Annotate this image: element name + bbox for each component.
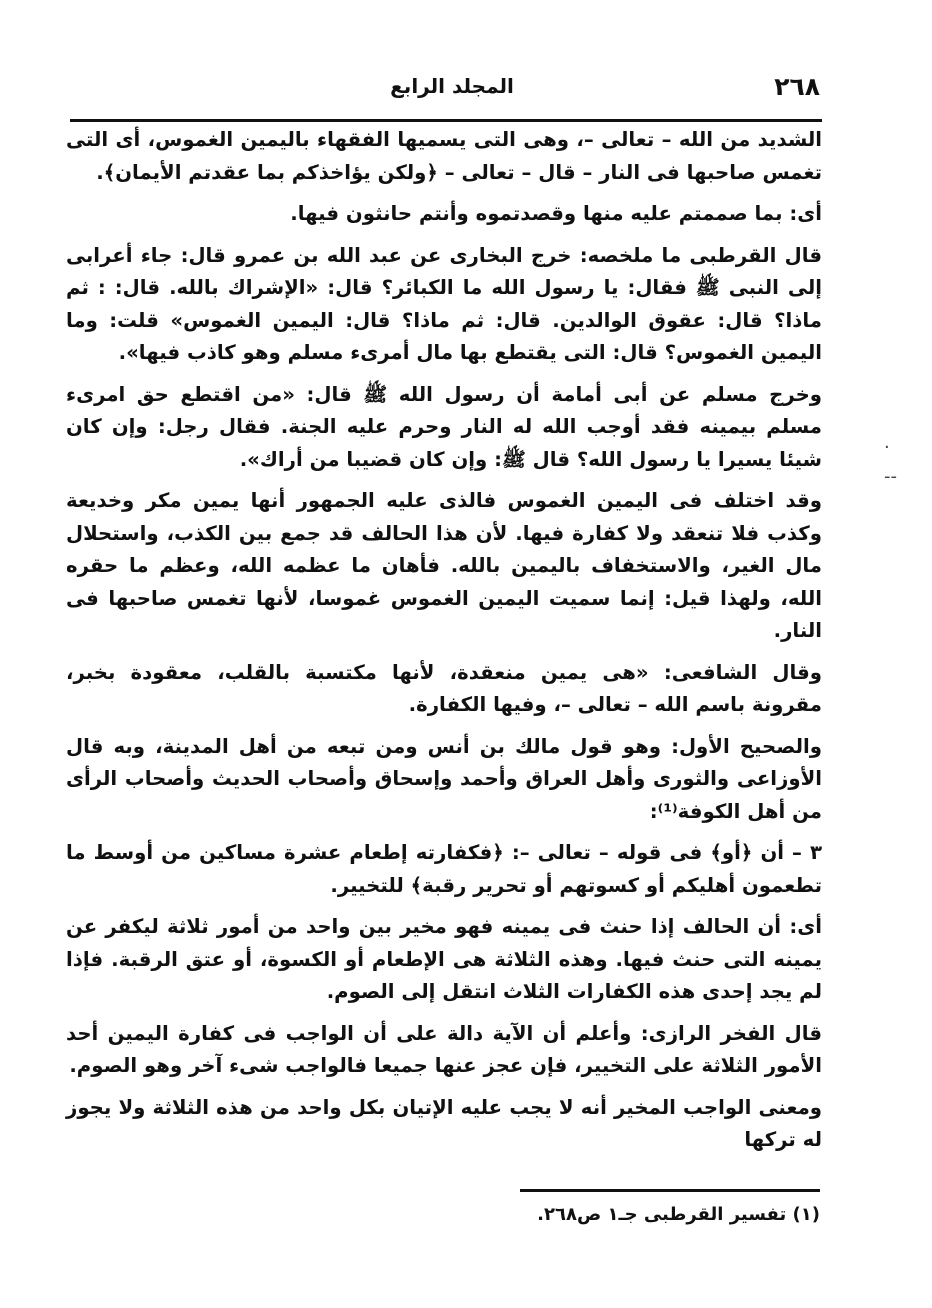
header-rule	[70, 119, 822, 122]
body-text	[66, 124, 822, 1166]
margin-dash-mark: --	[884, 466, 897, 487]
paragraph-8: ٣ – أن ﴿أو﴾ فى قوله – تعالى –: ﴿فكفارته إطعام عشرة مساكين من أوسط ما تطعمون أهليكم أو كسوتهم أو تحرير رقبة﴾ للتخيير.	[66, 841, 822, 897]
paragraph-10: قال الفخر الرازى: وأعلم أن الآية دالة على أن الواجب فى كفارة اليمين أحد الأمور الثلاثة على التخيير، فإن عجز عنها جميعا فالواجب شىء آخر وهو الصوم.	[66, 1021, 822, 1077]
paragraph-6: وقال الشافعى: «هى يمين منعقدة، لأنها مكتسبة بالقلب، معقودة بخبر، مقرونة باسم الله – تعالى –، وفيها الكفارة.	[66, 660, 822, 716]
page-number: ٢٦٨	[774, 72, 820, 101]
paragraph-4: وخرج مسلم عن أبى أمامة أن رسول الله ﷺ قال: «من اقتطع حق امرىء مسلم بيمينه فقد أوجب الله له النار وحرم عليه الجنة. فقال رجل: وإن كان شيئا يسيرا يا رسول الله؟ قال ﷺ: وإن كان قضيبا من أراك».	[66, 382, 822, 471]
footnote: (١) تفسير القرطبى جـ١ ص٢٦٨.	[537, 1204, 820, 1225]
footnote-rule	[520, 1189, 820, 1192]
paragraph-5: وقد اختلف فى اليمين الغموس فالذى عليه الجمهور أنها يمين مكر وخديعة وكذب فلا تنعقد ولا كفارة فيها. لأن هذا الحالف قد جمع بين الكذب، واستحلال مال الغير، والاستخفاف باليمين بالله. فأهان ما عظمه الله، وعظم ما حقره الله، ولهذا قيل: إنما سميت اليمين الغموس غموسا، لأنها تغمس صاحبها فى النار.	[66, 489, 822, 642]
margin-dot-mark: .	[884, 432, 890, 453]
page-header	[72, 66, 820, 110]
paragraph-11: ومعنى الواجب المخير أنه لا يجب عليه الإتيان بكل واحد من هذه الثلاثة ولا يجوز له تركها	[66, 1095, 822, 1151]
paragraph-3: قال القرطبى ما ملخصه: خرج البخارى عن عبد الله بن عمرو قال: جاء أعرابى إلى النبى ﷺ فقال: يا رسول الله ما الكبائر؟ قال: «الإشراك بالله. قال: : ثم ماذا؟ قال: عقوق الوالدين. قال: ثم ماذا؟ قال: اليمين الغموس» قلت: وما اليمين الغموس؟ قال: التى يقتطع بها مال أمرىء مسلم وهو كاذب فيها».	[66, 243, 822, 364]
paragraph-7: والصحيح الأول: وهو قول مالك بن أنس ومن تبعه من أهل المدينة، وبه قال الأوزاعى والثورى وأهل العراق وأحمد وإسحاق وأصحاب الحديث وأصحاب الرأى من أهل الكوفة⁽¹⁾:	[66, 734, 822, 823]
paragraph-9: أى: أن الحالف إذا حنث فى يمينه فهو مخير بين واحد من أمور ثلاثة ليكفر عن يمينه التى حنث فيها. وهذه الثلاثة هى الإطعام أو الكسوة، أو عتق الرقبة. فإذا لم يجد إحدى هذه الكفارات الثلاث انتقل إلى الصوم.	[66, 915, 822, 1003]
running-head: المجلد الرابع	[390, 74, 514, 98]
paragraph-1: الشديد من الله – تعالى –، وهى التى يسميها الفقهاء باليمين الغموس، أى التى تغمس صاحبها فى النار – قال – تعالى – ﴿ولكن يؤاخذكم بما عقدتم الأيمان﴾.	[66, 128, 822, 184]
paragraph-2: أى: بما صممتم عليه منها وقصدتموه وأنتم حانثون فيها.	[290, 202, 822, 225]
